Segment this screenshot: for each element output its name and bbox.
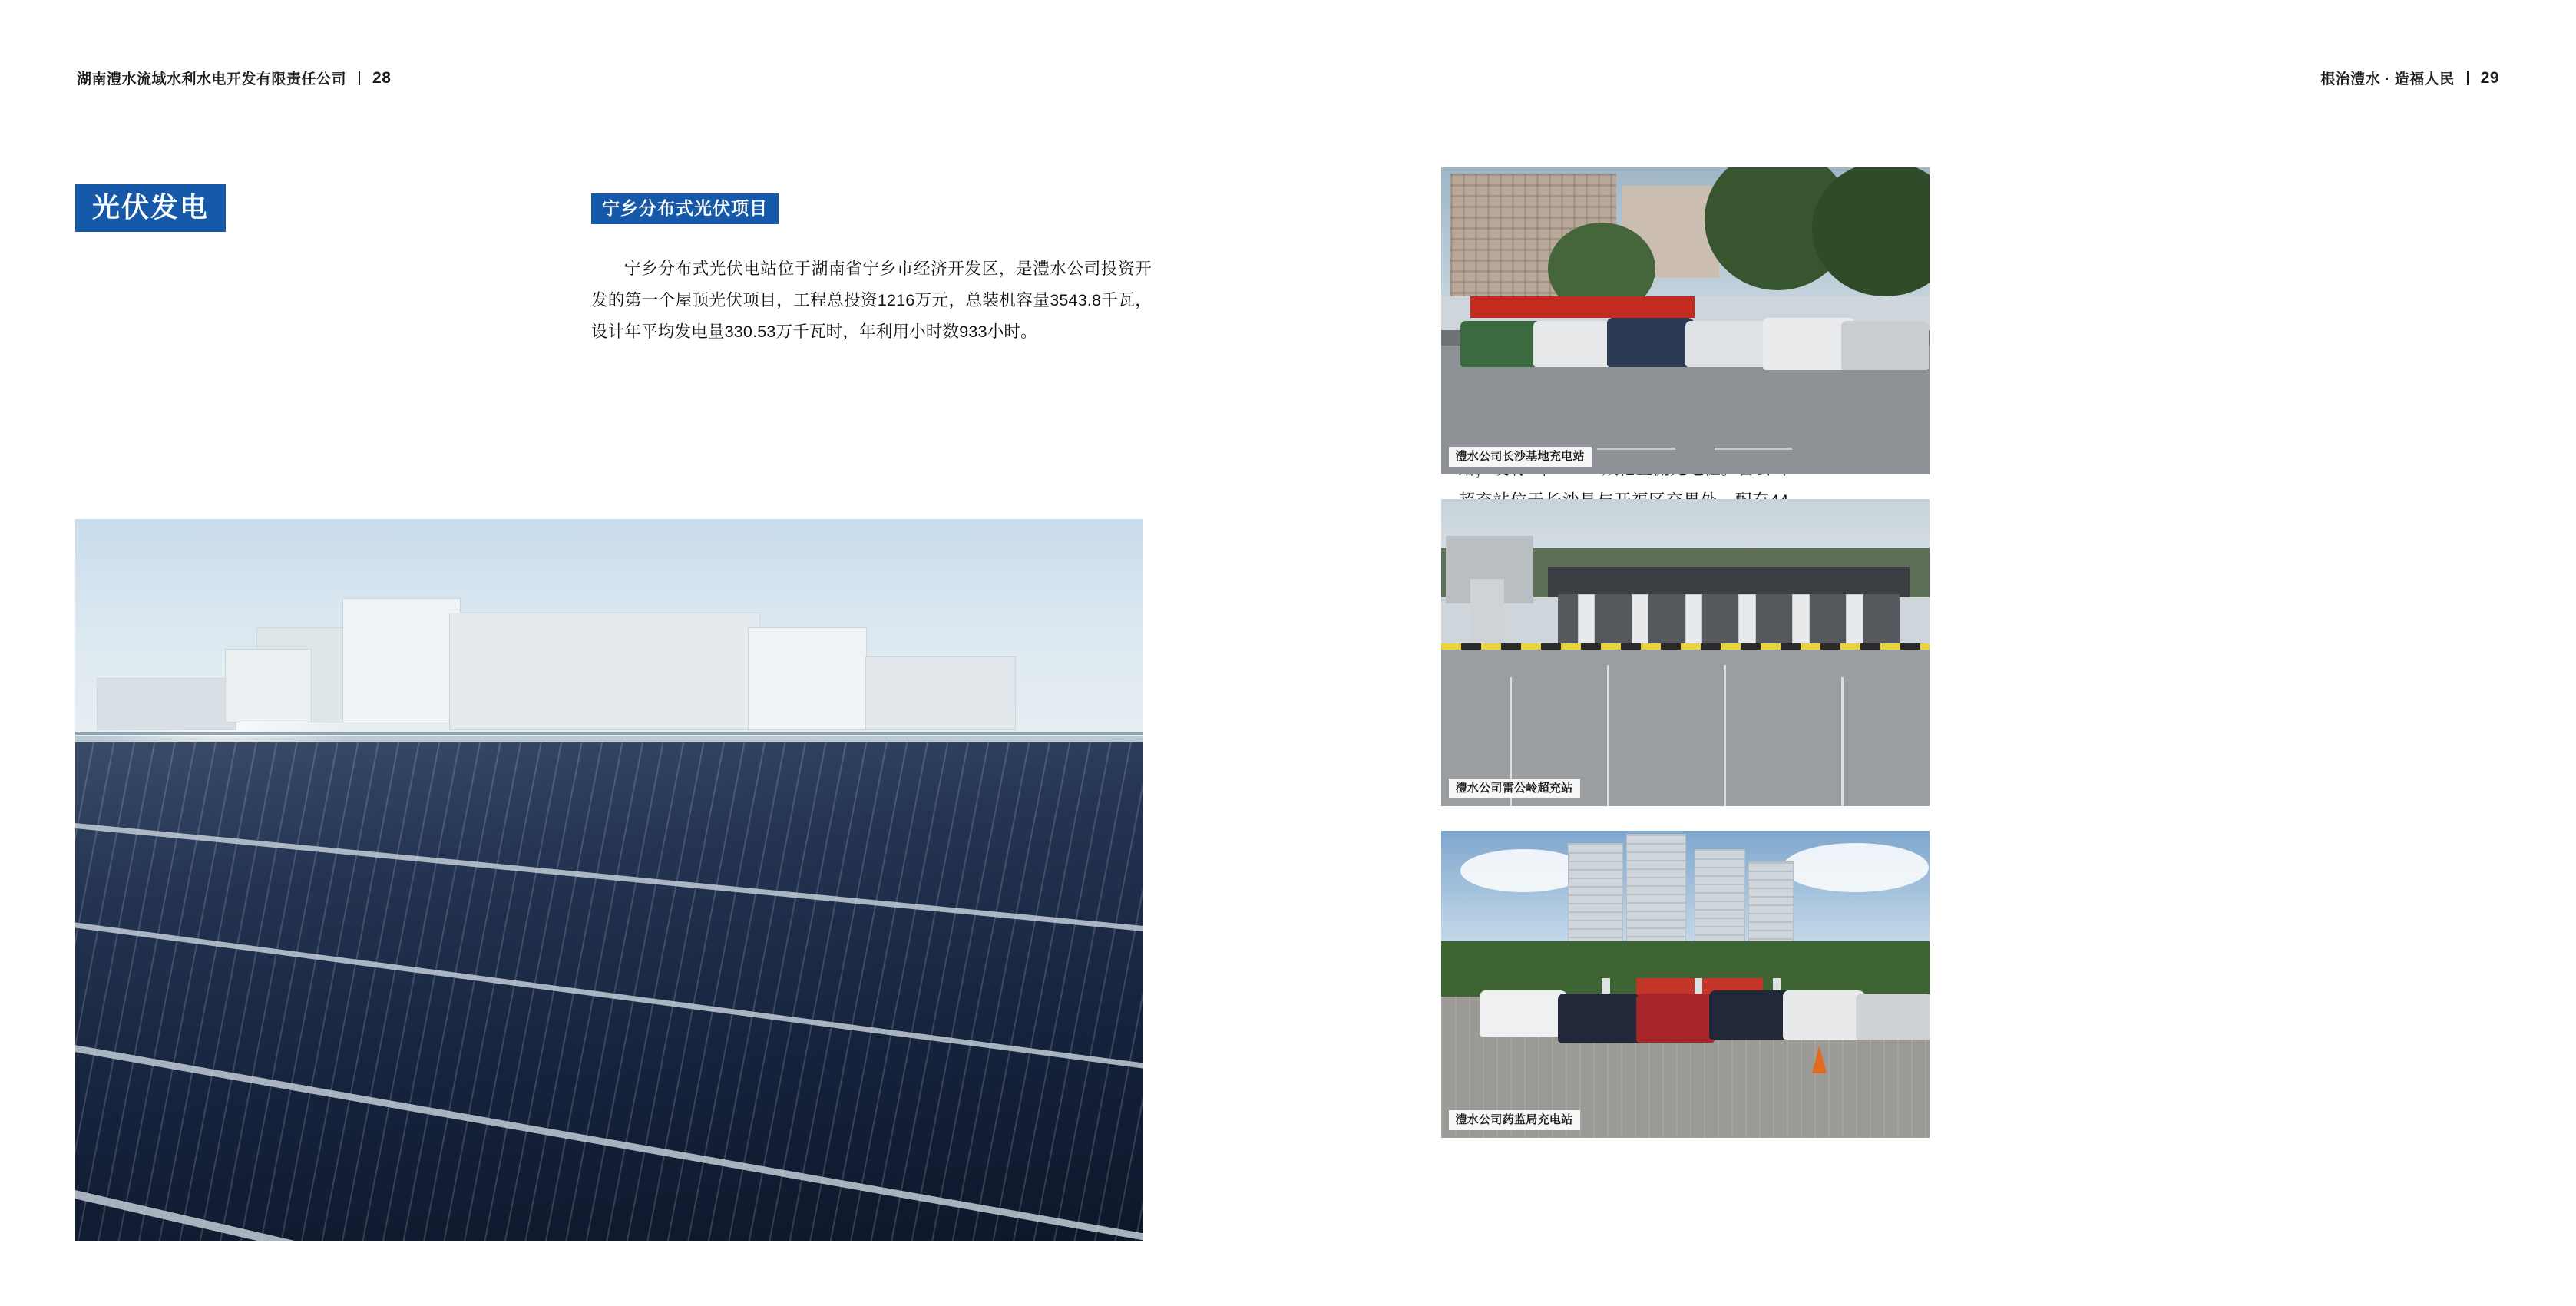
photo-parking-line: [1607, 665, 1609, 806]
running-head-left: [77, 68, 391, 88]
left-body-text: [591, 253, 1152, 348]
photo-caption: 澧水公司雷公岭超充站: [1449, 779, 1580, 798]
running-head-left-text: 湖南澧水流域水利水电开发有限责任公司: [77, 71, 347, 88]
photo-panel-row-line: [75, 805, 1143, 960]
section-title-photovoltaic: 光伏发电: [75, 184, 226, 232]
photo-pv-array: [75, 742, 1143, 1241]
photo-building: [97, 678, 237, 730]
photo-building: [342, 598, 461, 722]
photo-drug-administration-charging-station: [1441, 831, 1930, 1138]
photo-parking-line: [1715, 448, 1793, 450]
photo-building: [865, 656, 1017, 730]
running-head-right: [2320, 68, 2499, 88]
right-page: [1288, 0, 2576, 1306]
photo-changsha-base-charging-station: [1441, 167, 1930, 474]
photo-panel-row-line: [75, 1148, 1143, 1241]
photo-cloud: [1783, 843, 1930, 892]
running-head-separator: [359, 71, 360, 85]
photo-car: [1533, 321, 1616, 367]
running-head-right-text: 根治澧水 · 造福人民: [2320, 71, 2455, 88]
photo-car: [1685, 321, 1773, 367]
page-number-left: 28: [372, 68, 392, 87]
photo-building: [748, 627, 867, 730]
photo-caption: 澧水公司药监局充电站: [1449, 1110, 1580, 1130]
left-body-paragraph: 宁乡分布式光伏电站位于湖南省宁乡市经济开发区，是澧水公司投资开发的第一个屋顶光伏项目，工程总投资1216万元，总装机容量3543.8千瓦，设计年平均发电量330.53万千瓦时，年利用小时数933小时。: [591, 260, 1152, 341]
photo-car: [1841, 321, 1929, 370]
photo-car: [1607, 318, 1695, 367]
photo-solar-panel-array: [75, 519, 1143, 1241]
photo-car: [1856, 994, 1929, 1040]
photo-canopy: [1548, 567, 1910, 597]
photo-parking-line: [1841, 677, 1844, 806]
photo-car: [1636, 994, 1715, 1043]
subsection-title-ningxiang-pv: 宁乡分布式光伏项目: [591, 193, 779, 224]
photo-car: [1480, 990, 1567, 1037]
photo-leigongling-supercharging-station: [1441, 499, 1930, 806]
photo-roof-edge: [75, 732, 1143, 735]
photo-car: [1709, 990, 1792, 1040]
running-head-separator: [2467, 71, 2469, 85]
photo-building: [449, 613, 760, 729]
photo-building: [225, 649, 312, 722]
photo-caption: 澧水公司长沙基地充电站: [1449, 447, 1592, 467]
photo-red-banner: [1470, 296, 1695, 318]
photo-parking-line: [1724, 665, 1726, 806]
photo-car: [1460, 321, 1543, 367]
photo-car: [1783, 990, 1866, 1040]
page-number-right: 29: [2480, 68, 2499, 87]
photo-pillar: [1470, 579, 1505, 653]
photo-parking-line: [1597, 448, 1675, 450]
photo-car: [1558, 994, 1641, 1043]
